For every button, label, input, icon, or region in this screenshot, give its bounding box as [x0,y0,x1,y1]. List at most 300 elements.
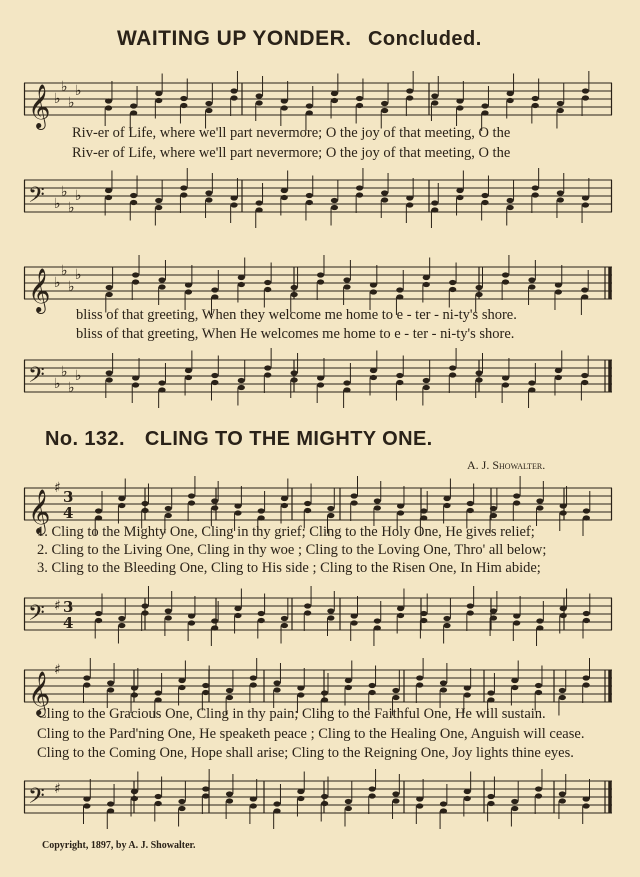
note-head [306,103,313,108]
note-head [431,93,438,98]
note-head [582,202,589,207]
note-head [141,603,148,608]
note-head [211,294,218,299]
note-head [317,375,324,380]
note-head [155,801,162,806]
note-head [423,275,430,280]
note-head [583,803,590,808]
note-head [456,98,463,103]
note-head [416,796,423,801]
note-head [211,373,218,378]
note-head [392,688,399,693]
note-head [105,188,112,193]
note-head [234,613,241,618]
note-head [476,370,483,375]
note-head [356,96,363,101]
note-head [397,503,404,508]
note-head [392,798,399,803]
note-head [264,280,271,285]
note-head [396,287,403,292]
note-head [443,623,450,628]
note-head [258,508,265,513]
hymn2-sys1-verse2: 2. Cling to the Living One, Cling in thy woe ; Cling to the Loving One, Thro' all below; [37,542,547,558]
note-head [83,803,90,808]
note-head [559,798,566,803]
note-head [513,500,520,505]
note-head [532,185,539,190]
note-head [343,284,350,289]
note-head [583,675,590,680]
note-head [406,95,413,100]
note-head [532,103,539,108]
note-head [132,382,139,387]
note-head [321,794,328,799]
note-head [178,799,185,804]
note-head [205,108,212,113]
note-head [230,95,237,100]
note-head [95,515,102,520]
note-head [555,282,562,287]
note-head [321,801,328,806]
note-head [343,277,350,282]
treble-clef-icon: 𝄞 [28,671,51,715]
note-head [396,373,403,378]
note-head [431,207,438,212]
note-head [345,806,352,811]
note-head [423,378,430,383]
hymn2-header [45,428,433,451]
note-head [185,368,192,373]
note-head [397,613,404,618]
note-head [392,695,399,700]
note-head [557,197,564,202]
note-head [464,789,471,794]
note-head [155,690,162,695]
note-head [356,103,363,108]
hymn1-title: WAITING UP YONDER. [117,27,352,50]
note-head [392,791,399,796]
hymn1-sys1-bass-staff [24,172,614,222]
note-head [507,198,514,203]
note-head [464,685,471,690]
note-head [304,610,311,615]
note-head [449,372,456,377]
note-head [535,793,542,798]
note-head [536,498,543,503]
note-head [581,373,588,378]
note-head [397,606,404,611]
note-head [420,618,427,623]
hymn1-sys2-bass-staff [24,352,614,402]
note-head [481,200,488,205]
note-head [281,503,288,508]
note-head [456,195,463,200]
note-head [185,282,192,287]
note-head [490,615,497,620]
note-head [185,289,192,294]
note-head [449,287,456,292]
note-head [107,687,114,692]
flat-icon: ♭ [54,196,61,212]
note-head [202,786,209,791]
note-head [467,603,474,608]
note-head [381,108,388,113]
note-head [264,365,271,370]
flat-icon: ♭ [68,380,75,396]
note-head [502,382,509,387]
note-head [345,678,352,683]
note-head [202,793,209,798]
note-head [535,683,542,688]
note-head [130,193,137,198]
note-head [273,808,280,813]
note-head [297,789,304,794]
note-head [230,88,237,93]
note-head [343,380,350,385]
sharp-icon: ♯ [54,480,61,496]
note-head [396,294,403,299]
flat-icon: ♭ [75,188,82,204]
note-head [165,506,172,511]
note-head [258,618,265,623]
note-head [502,279,509,284]
note-head [456,105,463,110]
note-head [132,375,139,380]
note-head [449,365,456,370]
note-head [381,190,388,195]
note-head [158,387,165,392]
note-head [467,508,474,513]
hymn2-sys2-verse2: Cling to the Pard'ning One, He speaketh peace ; Cling to the Healing One, Anguish will cease. [37,726,585,742]
note-head [141,610,148,615]
note-head [211,625,218,630]
note-head [297,685,304,690]
note-head [131,685,138,690]
note-head [95,508,102,513]
note-head [250,675,257,680]
note-head [583,611,590,616]
flat-icon: ♭ [54,91,61,107]
note-head [155,697,162,702]
note-head [476,285,483,290]
note-head [165,513,172,518]
note-head [234,503,241,508]
note-head [211,498,218,503]
note-head [205,190,212,195]
note-head [107,808,114,813]
flat-icon: ♭ [61,364,68,380]
note-head [431,200,438,205]
note-head [456,188,463,193]
note-head [178,806,185,811]
note-head [397,510,404,515]
note-head [476,292,483,297]
note-head [105,195,112,200]
note-head [557,190,564,195]
note-head [511,806,518,811]
note-head [234,606,241,611]
note-head [226,695,233,700]
note-head [106,285,113,290]
note-head [583,796,590,801]
hymn2-number: No. 132. [45,428,125,450]
note-head [464,796,471,801]
note-head [83,796,90,801]
note-head [582,195,589,200]
flat-icon: ♭ [68,200,75,216]
note-head [95,611,102,616]
note-head [281,98,288,103]
note-head [291,377,298,382]
note-head [211,380,218,385]
note-head [416,803,423,808]
bass-clef-icon: 𝄢 [28,183,45,213]
note-head [536,625,543,630]
note-head [250,682,257,687]
note-head [431,100,438,105]
note-head [536,618,543,623]
note-head [416,682,423,687]
note-head [202,683,209,688]
note-head [131,796,138,801]
note-head [264,287,271,292]
note-head [155,794,162,799]
note-head [535,690,542,695]
note-head [381,101,388,106]
note-head [560,613,567,618]
note-head [158,284,165,289]
note-head [423,282,430,287]
note-head [281,105,288,110]
note-head [557,108,564,113]
note-head [406,88,413,93]
note-head [118,616,125,621]
hymn1-sys2-treble-staff [24,259,614,312]
note-head [582,95,589,100]
note-head [440,801,447,806]
hymn1-sys1-treble-staff [24,75,614,128]
flat-icon: ♭ [75,83,82,99]
note-head [581,287,588,292]
note-head [374,618,381,623]
note-head [130,110,137,115]
note-head [476,377,483,382]
note-head [467,501,474,506]
note-head [345,685,352,690]
note-head [487,690,494,695]
note-head [95,618,102,623]
note-head [321,697,328,702]
note-head [487,794,494,799]
hymn2-composer: A. J. Showalter. [467,458,546,472]
note-head [107,680,114,685]
note-head [132,272,139,277]
note-head [188,620,195,625]
note-head [467,610,474,615]
note-head [511,678,518,683]
note-head [440,808,447,813]
note-head [490,608,497,613]
note-head [331,98,338,103]
note-head [502,272,509,277]
note-head [83,675,90,680]
hymn2-sys1-verse1: 1. Cling to the Mighty One, Cling in thy grief; Cling to the Holy One, He gives relief; [37,524,535,540]
note-head [188,613,195,618]
sharp-icon: ♯ [54,598,61,614]
note-head [131,789,138,794]
hymn1-sys1-verse2: Riv-er of Life, where we'll part nevermore; O the joy of that meeting, O the [72,145,511,161]
note-head [327,615,334,620]
note-head [331,198,338,203]
note-head [420,508,427,513]
hymn2-sys1-verse3: 3. Cling to the Bleeding One, Cling to His side ; Cling to the Risen One, In Him abide; [37,560,541,576]
note-head [105,98,112,103]
note-head [481,103,488,108]
note-head [118,503,125,508]
note-head [327,608,334,613]
note-head [211,618,218,623]
note-head [165,608,172,613]
note-head [511,799,518,804]
note-head [583,508,590,513]
note-head [188,493,195,498]
note-head [165,615,172,620]
note-head [258,611,265,616]
note-head [281,616,288,621]
note-head [559,791,566,796]
note-head [118,623,125,628]
note-head [481,110,488,115]
note-head [513,620,520,625]
time-signature-bottom: 4 [63,504,74,522]
note-head [281,496,288,501]
note-head [443,496,450,501]
note-head [141,508,148,513]
note-head [304,508,311,513]
note-head [321,690,328,695]
note-head [155,98,162,103]
note-head [291,292,298,297]
hymn1-title-row [117,27,482,51]
note-head [107,801,114,806]
note-head [406,195,413,200]
note-head [555,375,562,380]
note-head [256,93,263,98]
note-head [507,205,514,210]
note-head [513,613,520,618]
hymn1-sys2-verse2: bliss of that greeting, When He welcomes me home to e - ter - ni-ty's shore. [76,326,515,342]
hymn1-sys2-verse1: bliss of that greeting, When they welcome me home to e - ter - ni-ty's shore. [76,307,517,323]
note-head [256,200,263,205]
note-head [317,272,324,277]
note-head [202,690,209,695]
hymn2-sys2-verse3: Cling to the Coming One, Hope shall arise; Cling to the Reigning One, Joy lights thine eyes. [37,745,574,761]
flat-icon: ♭ [54,275,61,291]
note-head [555,368,562,373]
note-head [297,692,304,697]
treble-clef-icon: 𝄞 [28,268,51,312]
bass-clef-icon: 𝄢 [28,784,45,814]
note-head [582,88,589,93]
note-head [502,375,509,380]
note-head [351,500,358,505]
note-head [555,289,562,294]
note-head [351,493,358,498]
note-head [180,103,187,108]
note-head [256,100,263,105]
note-head [178,678,185,683]
note-head [487,697,494,702]
note-head [158,277,165,282]
note-head [331,91,338,96]
note-head [106,292,113,297]
note-head [370,375,377,380]
note-head [513,493,520,498]
bass-clef-icon: 𝄢 [28,601,45,631]
note-head [370,368,377,373]
note-head [234,510,241,515]
note-head [559,688,566,693]
flat-icon: ♭ [75,267,82,283]
note-head [343,387,350,392]
note-head [306,110,313,115]
note-head [532,192,539,197]
note-head [369,793,376,798]
flat-icon: ♭ [54,376,61,392]
treble-clef-icon: 𝄞 [28,84,51,128]
note-head [481,193,488,198]
flat-icon: ♭ [61,263,68,279]
time-signature-bottom: 4 [63,614,74,632]
note-head [535,786,542,791]
note-head [250,796,257,801]
note-head [155,198,162,203]
note-head [291,285,298,290]
note-head [581,380,588,385]
note-head [250,803,257,808]
note-head [226,798,233,803]
note-head [528,387,535,392]
note-head [141,501,148,506]
note-head [416,675,423,680]
note-head [374,498,381,503]
note-head [297,796,304,801]
note-head [291,370,298,375]
note-head [583,682,590,687]
note-head [304,501,311,506]
note-head [281,623,288,628]
hymn1-subtitle: Concluded. [367,28,482,50]
note-head [581,294,588,299]
note-head [440,680,447,685]
note-head [155,205,162,210]
note-head [528,380,535,385]
bass-clef-icon: 𝄢 [28,363,45,393]
note-head [178,685,185,690]
hymn2-sys2-verse1: Cling to the Gracious One, Cling in thy pain; Cling to the Faithful One, He will sustain. [37,706,546,722]
note-head [369,683,376,688]
note-head [226,688,233,693]
note-head [583,618,590,623]
note-head [211,287,218,292]
note-head [317,279,324,284]
flat-icon: ♭ [68,95,75,111]
note-head [273,680,280,685]
flat-icon: ♭ [61,79,68,95]
note-head [490,513,497,518]
note-head [238,275,245,280]
note-head [420,611,427,616]
